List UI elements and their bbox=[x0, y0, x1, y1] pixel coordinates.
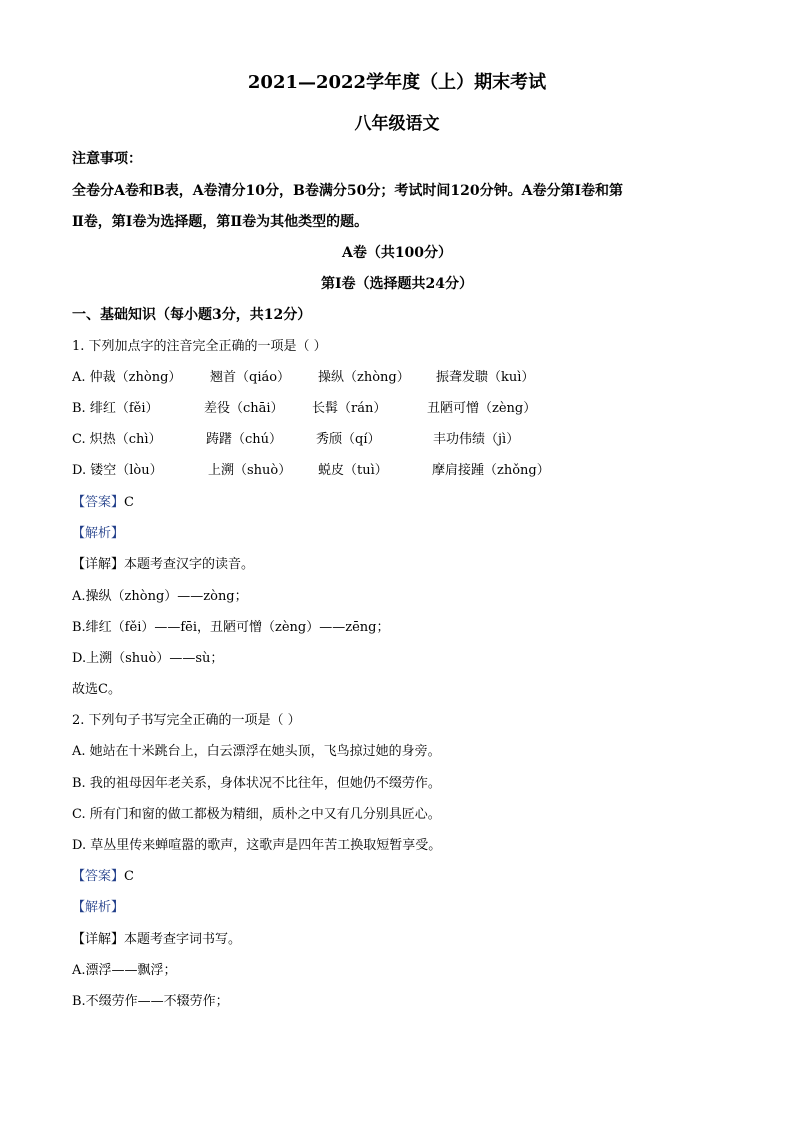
option-item: 长髯（rán） bbox=[312, 401, 387, 416]
exam-subtitle: 八年级语文 bbox=[354, 114, 440, 134]
answer-tag: 【答案】 bbox=[72, 869, 125, 884]
question-1-explanation: D.上溯（shuò）——sù； bbox=[72, 651, 224, 666]
section-a-title: A卷（共100分） bbox=[341, 245, 453, 261]
question-2-option-b: B. 我的祖母因年老关系，身体状况不比往年，但她仍不缀劳作。 bbox=[72, 776, 441, 791]
answer-value: C bbox=[124, 869, 134, 884]
exam-title: 2021—2022学年度（上）期末考试 bbox=[247, 72, 547, 93]
question-2-explanation: B.不缀劳作——不辍劳作； bbox=[72, 994, 229, 1009]
option-item: 丑陋可憎（zèng） bbox=[427, 401, 537, 416]
notice-line-1: 全卷分A卷和B表，A卷清分10分，B卷满分50分；考试时间120分钟。A卷分第Ⅰ卷和第 bbox=[72, 183, 623, 199]
option-item: A. 仲裁（zhòng） bbox=[72, 370, 182, 385]
answer-value: C bbox=[124, 495, 134, 510]
notice-line-2: Ⅱ卷，第Ⅰ卷为选择题，第Ⅱ卷为其他类型的题。 bbox=[72, 214, 369, 230]
option-item: 踌躇（chú） bbox=[206, 432, 283, 447]
option-item: 摩肩接踵（zhǒng） bbox=[432, 463, 550, 478]
option-item: B. 绯红（fěi） bbox=[72, 401, 159, 416]
option-item: 翘首（qiáo） bbox=[210, 370, 291, 385]
part-1-title: 第Ⅰ卷（选择题共24分） bbox=[320, 276, 474, 292]
question-1-conclusion: 故选C。 bbox=[72, 682, 121, 697]
question-2-option-d: D. 草丛里传来蝉喧嚣的歌声，这歌声是四年苦工换取短暂享受。 bbox=[72, 838, 442, 853]
question-2-stem: 2. 下列句子书写完全正确的一项是（ ） bbox=[72, 713, 301, 728]
question-1-stem: 1. 下列加点字的注音完全正确的一项是（ ） bbox=[72, 339, 327, 354]
question-1-answer bbox=[72, 494, 134, 512]
question-1-explanation: A.操纵（zhòng）——zòng； bbox=[72, 589, 248, 604]
question-2-answer bbox=[72, 868, 134, 886]
question-2-option-c: C. 所有门和窗的做工都极为精细，质朴之中又有几分别具匠心。 bbox=[72, 807, 441, 822]
detail-tag: 【详解】 bbox=[72, 932, 125, 947]
option-item: 秀颀（qí） bbox=[316, 432, 381, 447]
option-item: 蜕皮（tuì） bbox=[318, 463, 388, 478]
notice-heading: 注意事项： bbox=[72, 151, 142, 167]
option-item: 振聋发聩（kuì） bbox=[436, 370, 535, 385]
question-1-detail bbox=[72, 556, 254, 574]
option-item: 上溯（shuò） bbox=[208, 463, 292, 478]
option-item: D. 镂空（lòu） bbox=[72, 463, 163, 478]
question-2-detail bbox=[72, 931, 241, 949]
detail-text: 本题考查汉字的读音。 bbox=[124, 557, 255, 572]
option-item: 差役（chāi） bbox=[204, 401, 284, 416]
option-item: 操纵（zhòng） bbox=[318, 370, 410, 385]
option-item: C. 炽热（chì） bbox=[72, 432, 162, 447]
question-1-explanation: B.绯红（fěi）——fēi，丑陋可憎（zèng）——zēng； bbox=[72, 620, 390, 635]
detail-text: 本题考查字词书写。 bbox=[124, 932, 242, 947]
option-item: 丰功伟绩（jì） bbox=[433, 432, 520, 447]
question-1-analysis-tag: 【解析】 bbox=[72, 526, 125, 541]
answer-tag: 【答案】 bbox=[72, 495, 125, 510]
question-2-explanation: A.漂浮——飘浮； bbox=[72, 963, 177, 978]
question-2-analysis-tag: 【解析】 bbox=[72, 900, 125, 915]
part-heading: 一、基础知识（每小题3分，共12分） bbox=[72, 307, 312, 323]
question-2-option-a: A. 她站在十米跳台上，白云漂浮在她头顶，飞鸟掠过她的身旁。 bbox=[72, 744, 441, 759]
detail-tag: 【详解】 bbox=[72, 557, 125, 572]
